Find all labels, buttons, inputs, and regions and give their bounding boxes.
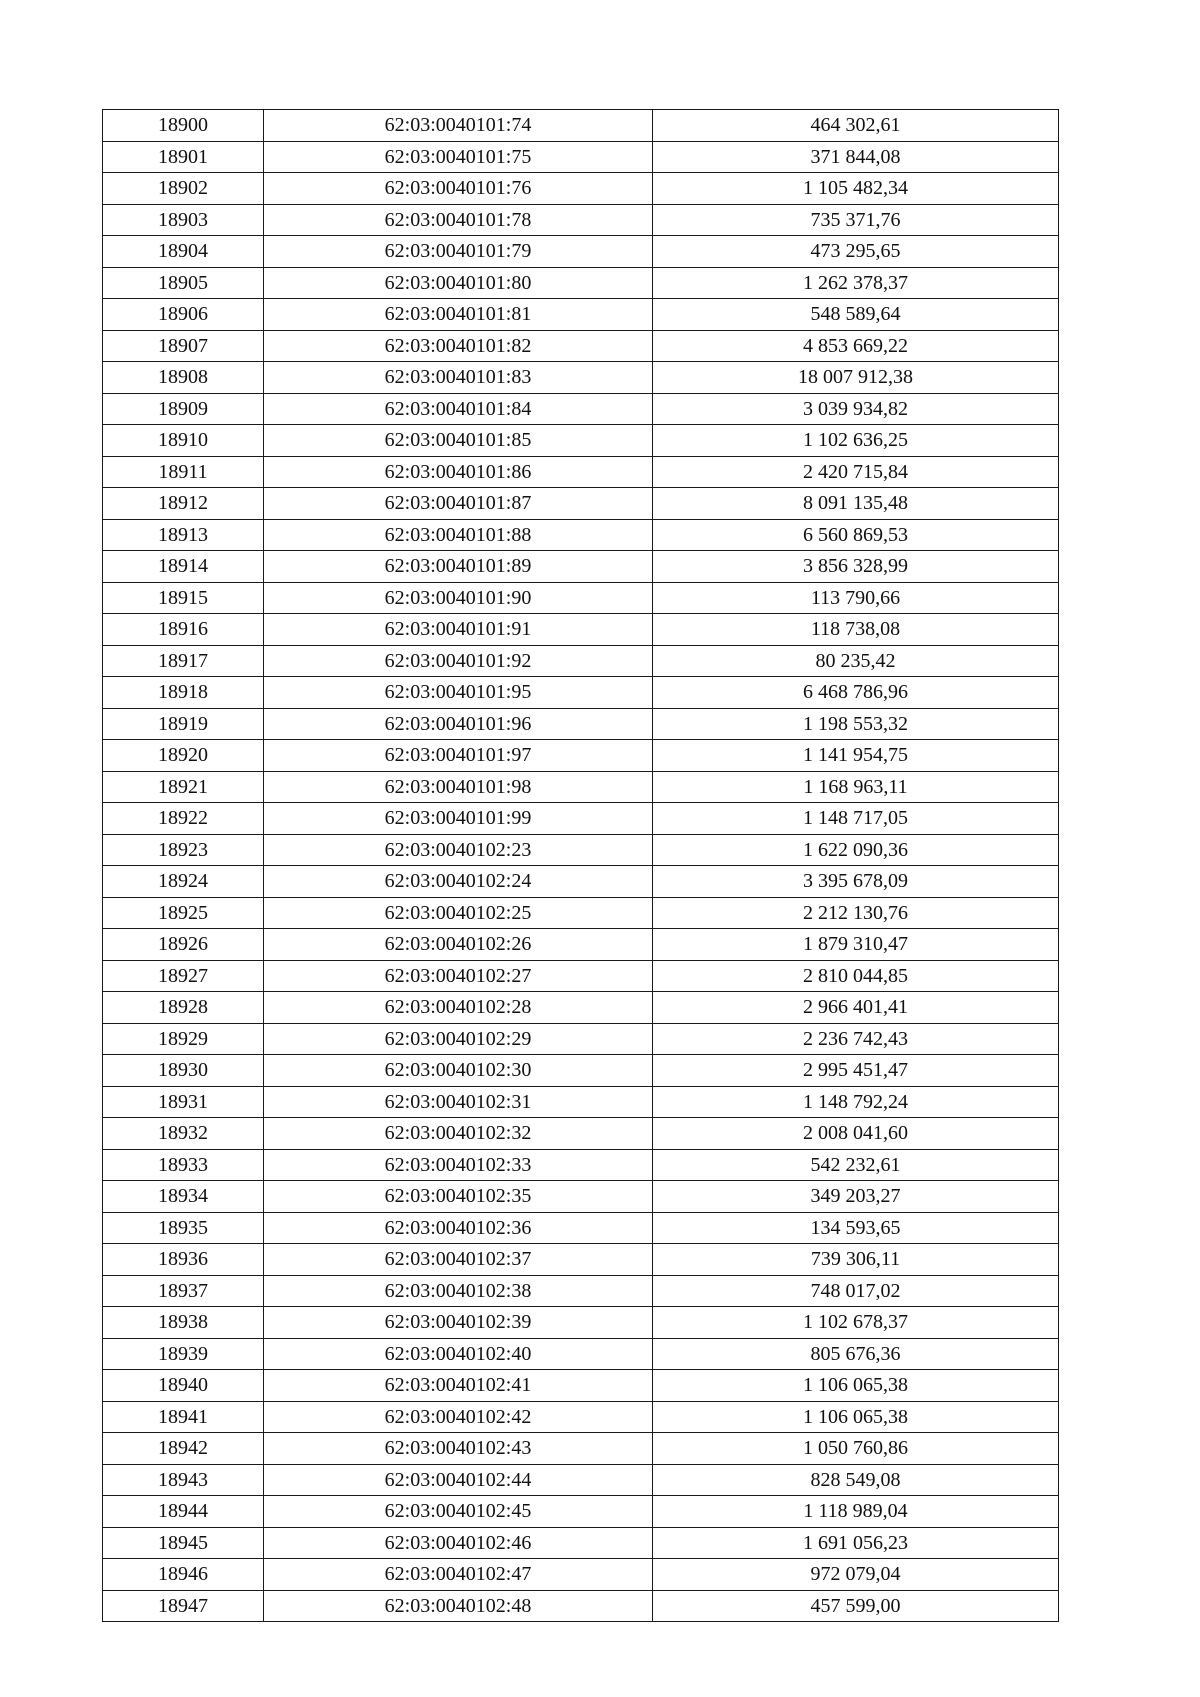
cadastral-value-cell: 1 105 482,34 xyxy=(653,173,1059,205)
cadastral-number-cell: 62:03:0040101:92 xyxy=(264,645,653,677)
table-row xyxy=(103,173,1059,205)
row-number-cell: 18923 xyxy=(103,834,264,866)
cadastral-value-cell: 805 676,36 xyxy=(653,1338,1059,1370)
table-row xyxy=(103,1464,1059,1496)
table-row xyxy=(103,1275,1059,1307)
cadastral-number-cell: 62:03:0040102:30 xyxy=(264,1055,653,1087)
cadastral-value-cell: 3 395 678,09 xyxy=(653,866,1059,898)
row-number-cell: 18912 xyxy=(103,488,264,520)
row-number-cell: 18914 xyxy=(103,551,264,583)
row-number-cell: 18911 xyxy=(103,456,264,488)
row-number-cell: 18904 xyxy=(103,236,264,268)
cadastral-value-cell: 972 079,04 xyxy=(653,1559,1059,1591)
row-number-cell: 18920 xyxy=(103,740,264,772)
cadastral-value-cell: 1 622 090,36 xyxy=(653,834,1059,866)
cadastral-value-cell: 464 302,61 xyxy=(653,110,1059,142)
table-row xyxy=(103,803,1059,835)
table-row xyxy=(103,362,1059,394)
table-row xyxy=(103,425,1059,457)
row-number-cell: 18918 xyxy=(103,677,264,709)
row-number-cell: 18938 xyxy=(103,1307,264,1339)
cadastral-value-cell: 735 371,76 xyxy=(653,204,1059,236)
cadastral-value-cell: 8 091 135,48 xyxy=(653,488,1059,520)
cadastral-number-cell: 62:03:0040101:99 xyxy=(264,803,653,835)
cadastral-number-cell: 62:03:0040101:81 xyxy=(264,299,653,331)
row-number-cell: 18916 xyxy=(103,614,264,646)
cadastral-value-table xyxy=(102,109,1059,1622)
row-number-cell: 18947 xyxy=(103,1590,264,1622)
cadastral-value-cell: 80 235,42 xyxy=(653,645,1059,677)
table-row xyxy=(103,834,1059,866)
cadastral-value-cell: 18 007 912,38 xyxy=(653,362,1059,394)
row-number-cell: 18921 xyxy=(103,771,264,803)
table-row xyxy=(103,645,1059,677)
row-number-cell: 18944 xyxy=(103,1496,264,1528)
cadastral-number-cell: 62:03:0040101:75 xyxy=(264,141,653,173)
row-number-cell: 18930 xyxy=(103,1055,264,1087)
row-number-cell: 18917 xyxy=(103,645,264,677)
cadastral-number-cell: 62:03:0040102:27 xyxy=(264,960,653,992)
cadastral-number-cell: 62:03:0040101:78 xyxy=(264,204,653,236)
cadastral-value-cell: 1 102 678,37 xyxy=(653,1307,1059,1339)
table-row xyxy=(103,1338,1059,1370)
cadastral-number-cell: 62:03:0040102:38 xyxy=(264,1275,653,1307)
cadastral-number-cell: 62:03:0040101:95 xyxy=(264,677,653,709)
table-row xyxy=(103,1527,1059,1559)
cadastral-value-cell: 2 212 130,76 xyxy=(653,897,1059,929)
cadastral-number-cell: 62:03:0040102:23 xyxy=(264,834,653,866)
table-row xyxy=(103,1149,1059,1181)
cadastral-number-cell: 62:03:0040102:35 xyxy=(264,1181,653,1213)
table-row xyxy=(103,1181,1059,1213)
table-row xyxy=(103,551,1059,583)
cadastral-value-cell: 2 420 715,84 xyxy=(653,456,1059,488)
row-number-cell: 18946 xyxy=(103,1559,264,1591)
cadastral-number-cell: 62:03:0040101:96 xyxy=(264,708,653,740)
cadastral-number-cell: 62:03:0040102:40 xyxy=(264,1338,653,1370)
table-row xyxy=(103,141,1059,173)
row-number-cell: 18940 xyxy=(103,1370,264,1402)
row-number-cell: 18907 xyxy=(103,330,264,362)
cadastral-value-cell: 739 306,11 xyxy=(653,1244,1059,1276)
cadastral-value-cell: 2 995 451,47 xyxy=(653,1055,1059,1087)
cadastral-number-cell: 62:03:0040101:98 xyxy=(264,771,653,803)
cadastral-value-cell: 1 148 717,05 xyxy=(653,803,1059,835)
cadastral-number-cell: 62:03:0040101:97 xyxy=(264,740,653,772)
table-row xyxy=(103,677,1059,709)
cadastral-number-cell: 62:03:0040102:32 xyxy=(264,1118,653,1150)
cadastral-value-cell: 748 017,02 xyxy=(653,1275,1059,1307)
cadastral-number-cell: 62:03:0040101:88 xyxy=(264,519,653,551)
row-number-cell: 18905 xyxy=(103,267,264,299)
cadastral-value-cell: 1 118 989,04 xyxy=(653,1496,1059,1528)
row-number-cell: 18943 xyxy=(103,1464,264,1496)
cadastral-number-cell: 62:03:0040101:85 xyxy=(264,425,653,457)
cadastral-value-cell: 457 599,00 xyxy=(653,1590,1059,1622)
row-number-cell: 18939 xyxy=(103,1338,264,1370)
cadastral-value-cell: 1 141 954,75 xyxy=(653,740,1059,772)
cadastral-value-cell: 1 198 553,32 xyxy=(653,708,1059,740)
cadastral-value-cell: 1 102 636,25 xyxy=(653,425,1059,457)
cadastral-value-cell: 1 106 065,38 xyxy=(653,1401,1059,1433)
table-row xyxy=(103,771,1059,803)
cadastral-number-cell: 62:03:0040101:91 xyxy=(264,614,653,646)
cadastral-value-cell: 4 853 669,22 xyxy=(653,330,1059,362)
table-row xyxy=(103,236,1059,268)
cadastral-value-cell: 2 966 401,41 xyxy=(653,992,1059,1024)
cadastral-number-cell: 62:03:0040101:80 xyxy=(264,267,653,299)
cadastral-value-cell: 349 203,27 xyxy=(653,1181,1059,1213)
cadastral-value-cell: 542 232,61 xyxy=(653,1149,1059,1181)
cadastral-value-cell: 1 148 792,24 xyxy=(653,1086,1059,1118)
row-number-cell: 18909 xyxy=(103,393,264,425)
cadastral-value-cell: 371 844,08 xyxy=(653,141,1059,173)
row-number-cell: 18908 xyxy=(103,362,264,394)
table-row xyxy=(103,519,1059,551)
cadastral-value-cell: 1 879 310,47 xyxy=(653,929,1059,961)
cadastral-number-cell: 62:03:0040101:89 xyxy=(264,551,653,583)
cadastral-value-cell: 3 856 328,99 xyxy=(653,551,1059,583)
cadastral-value-cell: 2 810 044,85 xyxy=(653,960,1059,992)
cadastral-number-cell: 62:03:0040102:37 xyxy=(264,1244,653,1276)
cadastral-value-cell: 828 549,08 xyxy=(653,1464,1059,1496)
row-number-cell: 18919 xyxy=(103,708,264,740)
cadastral-number-cell: 62:03:0040101:90 xyxy=(264,582,653,614)
cadastral-value-cell: 1 050 760,86 xyxy=(653,1433,1059,1465)
table-body xyxy=(103,110,1059,1622)
row-number-cell: 18926 xyxy=(103,929,264,961)
cadastral-value-cell: 118 738,08 xyxy=(653,614,1059,646)
cadastral-number-cell: 62:03:0040102:44 xyxy=(264,1464,653,1496)
row-number-cell: 18931 xyxy=(103,1086,264,1118)
cadastral-number-cell: 62:03:0040102:43 xyxy=(264,1433,653,1465)
row-number-cell: 18902 xyxy=(103,173,264,205)
table-row xyxy=(103,204,1059,236)
cadastral-value-cell: 1 691 056,23 xyxy=(653,1527,1059,1559)
cadastral-value-cell: 1 262 378,37 xyxy=(653,267,1059,299)
row-number-cell: 18922 xyxy=(103,803,264,835)
cadastral-value-cell: 2 236 742,43 xyxy=(653,1023,1059,1055)
table-row xyxy=(103,1433,1059,1465)
cadastral-value-cell: 1 168 963,11 xyxy=(653,771,1059,803)
cadastral-value-cell: 1 106 065,38 xyxy=(653,1370,1059,1402)
table-row xyxy=(103,110,1059,142)
row-number-cell: 18941 xyxy=(103,1401,264,1433)
table-row xyxy=(103,1055,1059,1087)
row-number-cell: 18910 xyxy=(103,425,264,457)
cadastral-number-cell: 62:03:0040102:36 xyxy=(264,1212,653,1244)
row-number-cell: 18936 xyxy=(103,1244,264,1276)
table-row xyxy=(103,1401,1059,1433)
cadastral-number-cell: 62:03:0040102:39 xyxy=(264,1307,653,1339)
row-number-cell: 18924 xyxy=(103,866,264,898)
cadastral-number-cell: 62:03:0040102:33 xyxy=(264,1149,653,1181)
cadastral-number-cell: 62:03:0040102:42 xyxy=(264,1401,653,1433)
table-row xyxy=(103,1212,1059,1244)
cadastral-number-cell: 62:03:0040102:45 xyxy=(264,1496,653,1528)
table-row xyxy=(103,708,1059,740)
row-number-cell: 18934 xyxy=(103,1181,264,1213)
cadastral-number-cell: 62:03:0040102:31 xyxy=(264,1086,653,1118)
table-row xyxy=(103,1370,1059,1402)
table-row xyxy=(103,614,1059,646)
table-row xyxy=(103,393,1059,425)
row-number-cell: 18933 xyxy=(103,1149,264,1181)
cadastral-number-cell: 62:03:0040102:26 xyxy=(264,929,653,961)
table-row xyxy=(103,740,1059,772)
cadastral-number-cell: 62:03:0040102:24 xyxy=(264,866,653,898)
cadastral-value-cell: 3 039 934,82 xyxy=(653,393,1059,425)
cadastral-number-cell: 62:03:0040101:83 xyxy=(264,362,653,394)
cadastral-value-cell: 6 560 869,53 xyxy=(653,519,1059,551)
table-row xyxy=(103,1496,1059,1528)
row-number-cell: 18925 xyxy=(103,897,264,929)
row-number-cell: 18932 xyxy=(103,1118,264,1150)
row-number-cell: 18900 xyxy=(103,110,264,142)
table-row xyxy=(103,1118,1059,1150)
table-row xyxy=(103,267,1059,299)
cadastral-number-cell: 62:03:0040101:79 xyxy=(264,236,653,268)
cadastral-number-cell: 62:03:0040101:74 xyxy=(264,110,653,142)
table-row xyxy=(103,866,1059,898)
cadastral-number-cell: 62:03:0040101:82 xyxy=(264,330,653,362)
cadastral-value-cell: 473 295,65 xyxy=(653,236,1059,268)
table-row xyxy=(103,1307,1059,1339)
cadastral-number-cell: 62:03:0040102:29 xyxy=(264,1023,653,1055)
table-row xyxy=(103,1023,1059,1055)
cadastral-number-cell: 62:03:0040101:87 xyxy=(264,488,653,520)
cadastral-value-cell: 2 008 041,60 xyxy=(653,1118,1059,1150)
table-row xyxy=(103,1244,1059,1276)
cadastral-number-cell: 62:03:0040102:46 xyxy=(264,1527,653,1559)
row-number-cell: 18901 xyxy=(103,141,264,173)
table-row xyxy=(103,488,1059,520)
table-row xyxy=(103,1559,1059,1591)
cadastral-number-cell: 62:03:0040101:84 xyxy=(264,393,653,425)
row-number-cell: 18945 xyxy=(103,1527,264,1559)
table-row xyxy=(103,1086,1059,1118)
row-number-cell: 18915 xyxy=(103,582,264,614)
table-row xyxy=(103,330,1059,362)
table-row xyxy=(103,960,1059,992)
cadastral-value-cell: 548 589,64 xyxy=(653,299,1059,331)
table-row xyxy=(103,1590,1059,1622)
table-row xyxy=(103,897,1059,929)
table-row xyxy=(103,456,1059,488)
row-number-cell: 18929 xyxy=(103,1023,264,1055)
cadastral-number-cell: 62:03:0040101:86 xyxy=(264,456,653,488)
row-number-cell: 18935 xyxy=(103,1212,264,1244)
cadastral-number-cell: 62:03:0040102:41 xyxy=(264,1370,653,1402)
row-number-cell: 18903 xyxy=(103,204,264,236)
row-number-cell: 18942 xyxy=(103,1433,264,1465)
table-row xyxy=(103,299,1059,331)
row-number-cell: 18906 xyxy=(103,299,264,331)
cadastral-number-cell: 62:03:0040101:76 xyxy=(264,173,653,205)
table-row xyxy=(103,992,1059,1024)
cadastral-number-cell: 62:03:0040102:25 xyxy=(264,897,653,929)
row-number-cell: 18928 xyxy=(103,992,264,1024)
row-number-cell: 18913 xyxy=(103,519,264,551)
row-number-cell: 18927 xyxy=(103,960,264,992)
cadastral-number-cell: 62:03:0040102:47 xyxy=(264,1559,653,1591)
table-row xyxy=(103,929,1059,961)
cadastral-number-cell: 62:03:0040102:48 xyxy=(264,1590,653,1622)
cadastral-value-cell: 6 468 786,96 xyxy=(653,677,1059,709)
cadastral-value-cell: 113 790,66 xyxy=(653,582,1059,614)
row-number-cell: 18937 xyxy=(103,1275,264,1307)
cadastral-value-cell: 134 593,65 xyxy=(653,1212,1059,1244)
cadastral-number-cell: 62:03:0040102:28 xyxy=(264,992,653,1024)
table-row xyxy=(103,582,1059,614)
